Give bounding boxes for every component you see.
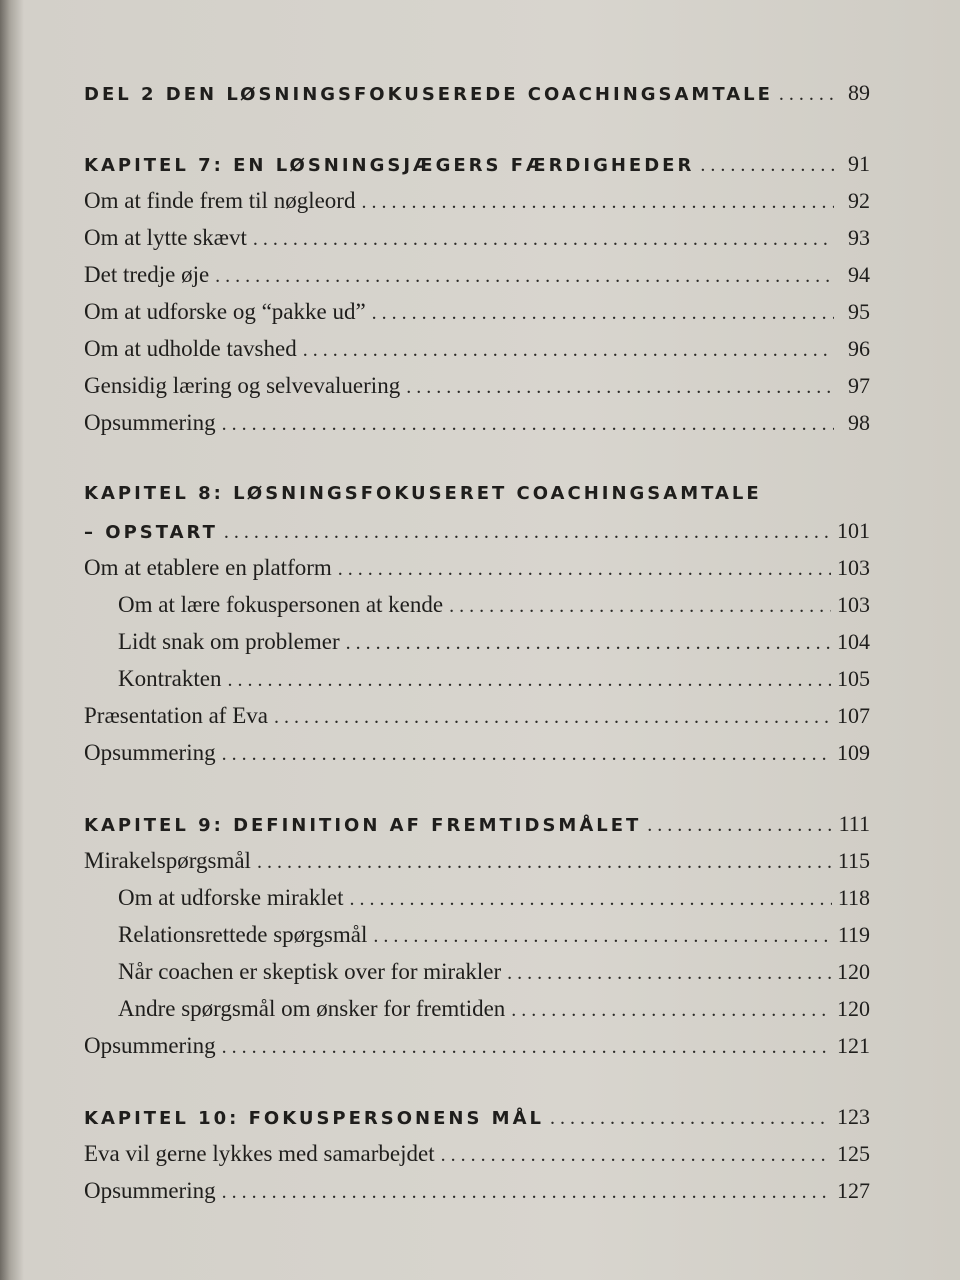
dot-leader	[373, 918, 831, 955]
toc-entry-title: Om at finde frem til nøgleord	[84, 188, 356, 213]
toc-page-number: 120	[837, 959, 870, 984]
toc-entry-title: KAPITEL 10: FOKUSPERSONENS MÅL	[84, 1108, 544, 1129]
toc-entry-title: Mirakelspørgsmål	[84, 848, 251, 873]
toc-entry-title: Eva vil gerne lykkes med samarbejdet	[84, 1141, 435, 1166]
dot-leader	[222, 1174, 831, 1211]
toc-entry	[84, 879, 870, 916]
toc-entry-title: Andre spørgsmål om ønsker for fremtiden	[118, 996, 506, 1021]
toc-page-number: 121	[837, 1033, 870, 1058]
toc-entry-title: Om at udforske og “pakke ud”	[84, 299, 366, 324]
toc-entry-title: Lidt snak om problemer	[118, 629, 340, 654]
dot-leader	[303, 332, 834, 369]
dot-leader	[274, 699, 831, 736]
dot-leader	[349, 881, 831, 918]
toc-entry-title: Opsummering	[84, 1033, 216, 1058]
dot-leader	[222, 736, 831, 773]
toc-chapter-heading	[84, 1098, 870, 1135]
toc-page-number: 118	[837, 885, 870, 910]
toc-page-number: 107	[837, 703, 870, 728]
toc-entry	[84, 1135, 870, 1172]
toc-chapter-heading	[84, 74, 870, 111]
toc-page-number: 109	[837, 740, 870, 765]
toc-entry	[84, 330, 870, 367]
toc-entry-title: DEL 2 DEN LØSNINGSFOKUSEREDE COACHINGSAMTALE	[84, 84, 773, 105]
toc-entry-title: KAPITEL 9: DEFINITION AF FREMTIDSMÅLET	[84, 815, 642, 836]
toc-page-number: 92	[848, 188, 870, 213]
toc-chapter-heading	[84, 145, 870, 182]
toc-page-number: 94	[848, 262, 870, 287]
toc-entry-title: Relationsrettede spørgsmål	[118, 922, 368, 947]
dot-leader	[361, 184, 834, 221]
dot-leader	[507, 955, 831, 992]
toc-entry	[84, 697, 870, 734]
toc-entry-title: Om at lære fokuspersonen at kende	[118, 592, 444, 617]
toc-page-number: 103	[837, 592, 870, 617]
toc-page-number: 93	[848, 225, 870, 250]
dot-leader	[346, 625, 831, 662]
toc-entry	[84, 293, 870, 330]
toc-page-number: 105	[837, 666, 870, 691]
toc-entry	[84, 219, 870, 256]
toc-entry-title: KAPITEL 7: EN LØSNINGSJÆGERS FÆRDIGHEDER	[84, 155, 695, 176]
toc-page-number: 123	[837, 1104, 870, 1129]
dot-leader	[647, 807, 832, 844]
toc-page-number: 103	[837, 555, 870, 580]
toc-page-number: 127	[837, 1178, 870, 1203]
dot-leader	[224, 514, 831, 551]
dot-leader	[441, 1137, 831, 1174]
toc-entry-title: Om at lytte skævt	[84, 225, 247, 250]
dot-leader	[550, 1100, 831, 1137]
toc-entry	[84, 1172, 870, 1209]
toc-entry	[84, 256, 870, 293]
toc-entry-title: Det tredje øje	[84, 262, 210, 287]
dot-leader	[253, 221, 834, 258]
toc-chapter-heading	[84, 512, 870, 549]
toc-entry	[84, 916, 870, 953]
toc-page-number: 111	[838, 811, 870, 836]
toc-entry	[84, 182, 870, 219]
toc-page-number: 104	[837, 629, 870, 654]
toc-entry	[84, 367, 870, 404]
toc-entry-title: Om at etablere en platform	[84, 555, 332, 580]
toc-page-number: 125	[837, 1141, 870, 1166]
toc-entry-title: – OPSTART	[84, 522, 218, 543]
toc-chapter-heading	[84, 805, 870, 842]
dot-leader	[406, 369, 834, 406]
dot-leader	[222, 1029, 831, 1066]
toc-page-number: 98	[848, 410, 870, 435]
toc-entry	[84, 990, 870, 1027]
toc-entry	[84, 549, 870, 586]
toc-entry	[84, 623, 870, 660]
toc-page-number: 120	[837, 996, 870, 1021]
toc-entry	[84, 404, 870, 441]
dot-leader	[222, 406, 834, 443]
toc-page-number: 95	[848, 299, 870, 324]
toc-entry	[84, 734, 870, 771]
toc-entry-title: Gensidig læring og selvevaluering	[84, 373, 401, 398]
toc-entry	[84, 660, 870, 697]
toc-entry-title: Kontrakten	[118, 666, 222, 691]
toc-page-number: 97	[848, 373, 870, 398]
toc-entry	[84, 953, 870, 990]
toc-chapter-heading	[84, 475, 870, 512]
dot-leader	[257, 844, 832, 881]
toc-page-number: 91	[848, 151, 870, 176]
toc-page-number: 119	[837, 922, 870, 947]
toc-page-number: 115	[837, 848, 870, 873]
dot-leader	[700, 147, 834, 184]
dot-leader	[227, 662, 831, 699]
toc-entry-title: KAPITEL 8: LØSNINGSFOKUSERET COACHINGSAMTALE	[84, 483, 762, 504]
toc-page-number: 96	[848, 336, 870, 361]
toc-page-number: 89	[848, 80, 870, 105]
toc-entry-title: Om at udholde tavshed	[84, 336, 297, 361]
toc-entry-title: Når coachen er skeptisk over for mirakler	[118, 959, 502, 984]
toc-entry-title: Opsummering	[84, 410, 216, 435]
dot-leader	[338, 551, 831, 588]
dot-leader	[215, 258, 834, 295]
toc-entry-title: Præsentation af Eva	[84, 703, 268, 728]
toc-entry	[84, 1027, 870, 1064]
toc-entry	[84, 842, 870, 879]
dot-leader	[779, 76, 834, 113]
toc-entry-title: Opsummering	[84, 740, 216, 765]
toc-page-number: 101	[837, 518, 870, 543]
toc-entry-title: Om at udforske miraklet	[118, 885, 344, 910]
table-of-contents	[84, 74, 870, 1209]
dot-leader	[511, 992, 831, 1029]
toc-entry	[84, 586, 870, 623]
toc-entry-title: Opsummering	[84, 1178, 216, 1203]
dot-leader	[449, 588, 831, 625]
dot-leader	[372, 295, 834, 332]
